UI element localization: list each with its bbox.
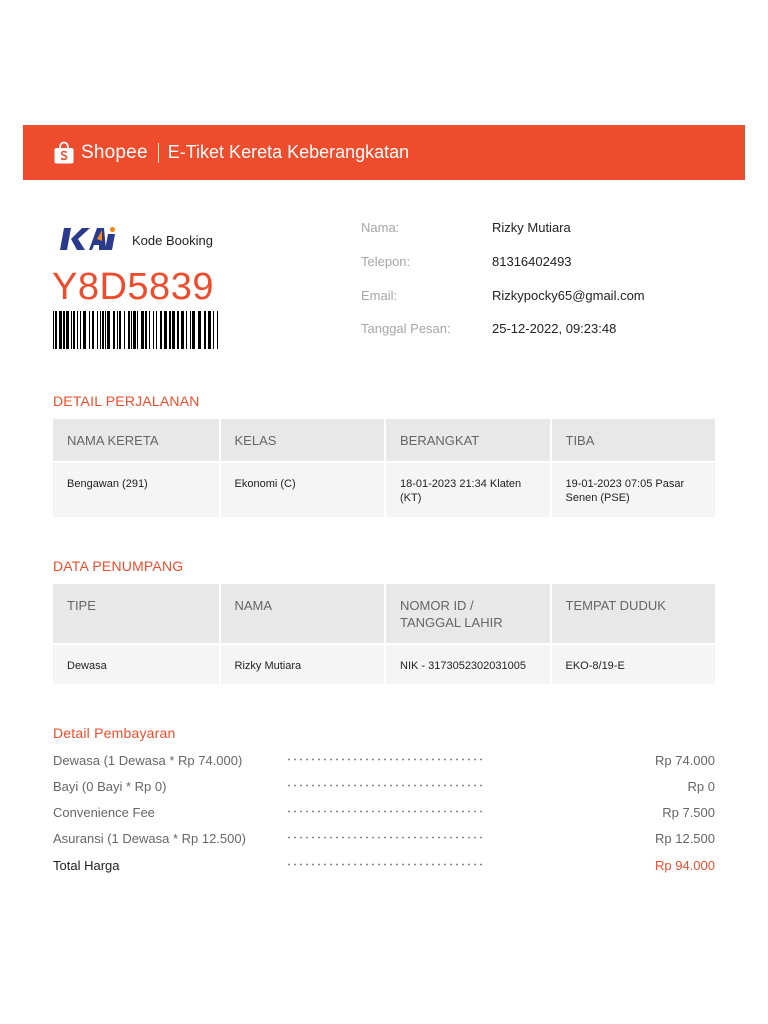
barcode-bar xyxy=(102,311,104,349)
barcode-bar xyxy=(53,311,54,349)
barcode-bar xyxy=(80,311,81,349)
table-header-cell: NAMA xyxy=(219,584,385,643)
page-title: E-Tiket Kereta Keberangkatan xyxy=(167,142,410,162)
header-bar xyxy=(23,125,745,180)
barcode-bar xyxy=(137,311,138,349)
barcode-bar xyxy=(141,311,144,349)
barcode-bar xyxy=(97,311,98,349)
order-date-label: Tanggal Pesan: xyxy=(361,321,451,336)
barcode-bar xyxy=(107,311,110,349)
payment-line-label: Dewasa (1 Dewasa * Rp 74.000) xyxy=(53,753,243,768)
barcode-bar xyxy=(181,311,184,349)
passenger-name-cell: Rizky Mutiara xyxy=(219,643,385,684)
arrival-cell: 19-01-2023 07:05 Pasar Senen (PSE) xyxy=(550,461,716,517)
barcode-bar xyxy=(100,311,101,349)
dotted-leader xyxy=(286,810,482,813)
payment-line-amount: Rp 0 xyxy=(687,779,715,794)
barcode-bar xyxy=(169,311,171,349)
table-header-cell: NOMOR ID / TANGGAL LAHIR xyxy=(384,584,550,643)
table-header-cell: BERANGKAT xyxy=(384,419,550,461)
barcode-bar xyxy=(192,311,195,349)
barcode-bar xyxy=(156,311,157,349)
payment-line-amount: Rp 12.500 xyxy=(655,831,715,846)
table-header-cell: TEMPAT DUDUK xyxy=(550,584,716,643)
order-date-value: 25-12-2022, 09:23:48 xyxy=(492,321,617,336)
barcode-bar xyxy=(160,311,162,349)
barcode-bar xyxy=(213,311,214,349)
table-header-cell: NAMA KERETA xyxy=(53,419,219,461)
customer-phone-label: Telepon: xyxy=(361,254,411,269)
trip-details-table xyxy=(53,419,715,517)
passenger-type-cell: Dewasa xyxy=(53,643,219,684)
barcode-bar xyxy=(208,311,211,349)
barcode-bar xyxy=(83,311,86,349)
dotted-leader xyxy=(286,863,482,866)
barcode-bar xyxy=(71,311,72,349)
barcode-bar xyxy=(145,311,147,349)
payment-details-title: Detail Pembayaran xyxy=(53,725,176,741)
customer-email-value: Rizkypocky65@gmail.com xyxy=(492,288,645,303)
passenger-data-table xyxy=(53,584,715,684)
barcode-bar xyxy=(55,311,57,349)
passenger-id-cell: NIK - 3173052302031005 xyxy=(384,643,550,684)
barcode-bar xyxy=(128,311,130,349)
barcode xyxy=(53,311,219,349)
barcode-bar xyxy=(117,311,118,349)
table-row xyxy=(53,643,715,684)
booking-code: Y8D5839 xyxy=(52,266,214,308)
barcode-bar xyxy=(59,311,62,349)
passenger-data-title: DATA PENUMPANG xyxy=(53,558,184,574)
barcode-bar xyxy=(204,311,206,349)
table-header-row xyxy=(53,419,715,461)
barcode-bar xyxy=(177,311,179,349)
table-header-cell: KELAS xyxy=(219,419,385,461)
header-divider xyxy=(158,143,159,163)
train-name-cell: Bengawan (291) xyxy=(53,461,219,517)
class-cell: Ekonomi (C) xyxy=(219,461,385,517)
table-header-row xyxy=(53,584,715,643)
customer-name-value: Rizky Mutiara xyxy=(492,220,571,235)
payment-line-label: Asuransi (1 Dewasa * Rp 12.500) xyxy=(53,831,246,846)
barcode-bar xyxy=(92,311,94,349)
table-row xyxy=(53,461,715,517)
barcode-bar xyxy=(119,311,121,349)
payment-line-label: Bayi (0 Bayi * Rp 0) xyxy=(53,779,167,794)
barcode-bar xyxy=(77,311,78,349)
barcode-bar xyxy=(186,311,187,349)
barcode-bar xyxy=(66,311,69,349)
dotted-leader xyxy=(286,758,482,761)
customer-name-label: Nama: xyxy=(361,220,400,235)
shopping-bag-icon xyxy=(53,141,75,165)
barcode-bar xyxy=(133,311,136,349)
table-header-cell: TIBA xyxy=(550,419,716,461)
barcode-bar xyxy=(63,311,65,349)
total-price-amount: Rp 94.000 xyxy=(655,858,715,873)
dotted-leader xyxy=(286,784,482,787)
kai-logo xyxy=(58,226,116,252)
barcode-bar xyxy=(172,311,175,349)
barcode-bar xyxy=(124,311,125,349)
barcode-bar xyxy=(89,311,90,349)
barcode-bar xyxy=(105,311,106,349)
customer-email-label: Email: xyxy=(361,288,398,303)
barcode-bar xyxy=(149,311,150,349)
departure-cell: 18-01-2023 21:34 Klaten (KT) xyxy=(384,461,550,517)
barcode-bar xyxy=(190,311,191,349)
booking-code-label: Kode Booking xyxy=(132,233,213,248)
barcode-bar xyxy=(164,311,167,349)
dotted-leader xyxy=(286,836,482,839)
barcode-bar xyxy=(153,311,154,349)
payment-line-amount: Rp 74.000 xyxy=(655,753,715,768)
trip-details-title: DETAIL PERJALANAN xyxy=(53,393,200,409)
barcode-bar xyxy=(73,311,75,349)
barcode-bar xyxy=(217,311,218,349)
barcode-bar xyxy=(198,311,201,349)
payment-line-amount: Rp 7.500 xyxy=(662,805,715,820)
shopee-logo-text: Shopee xyxy=(81,141,148,163)
barcode-bar xyxy=(113,311,115,349)
total-price-label: Total Harga xyxy=(53,858,120,873)
table-header-cell: TIPE xyxy=(53,584,219,643)
seat-cell: EKO-8/19-E xyxy=(550,643,716,684)
customer-phone-value: 81316402493 xyxy=(492,254,572,269)
barcode-bar xyxy=(131,311,132,349)
payment-line-label: Convenience Fee xyxy=(53,805,155,820)
